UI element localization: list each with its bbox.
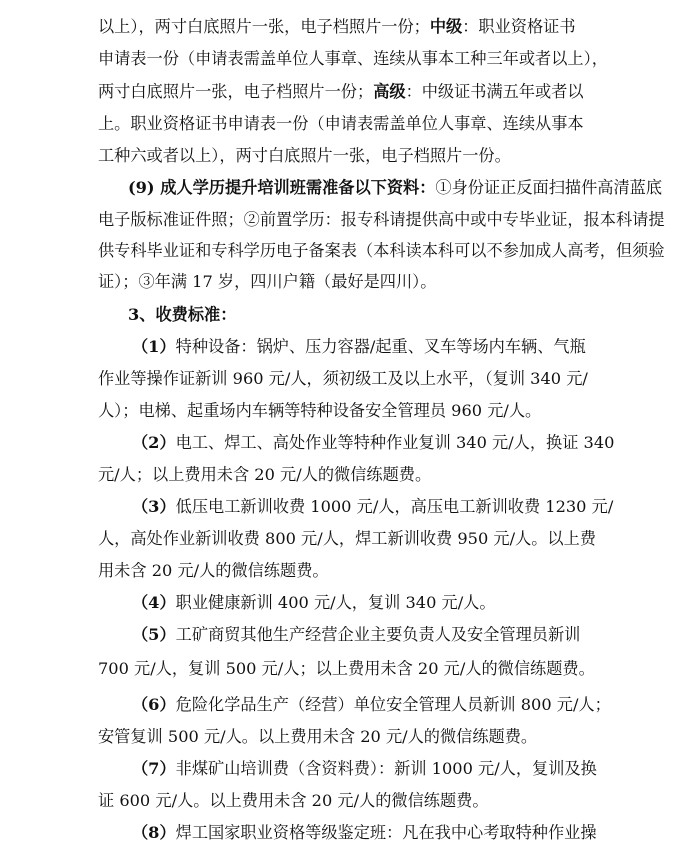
text-line xyxy=(132,336,586,358)
item-number: （5） xyxy=(132,625,176,644)
text-span: 证）；③年满 17 岁，四川户籍（最好是四川）。 xyxy=(98,272,437,291)
text-span-bold: 3、收费标准： xyxy=(128,305,237,324)
text-span: 两寸白底照片一张，电子档照片一份； xyxy=(98,82,374,101)
item-number: （8） xyxy=(132,823,176,842)
text-span: 工种六或者以上），两寸白底照片一张，电子档照片一份。 xyxy=(98,146,511,165)
text-line xyxy=(98,726,537,748)
text-span: ：中级证书满五年或者以 xyxy=(405,82,584,101)
text-line xyxy=(98,790,489,812)
text-span: 证 600 元/人。以上费用未含 20 元/人的微信练题费。 xyxy=(98,791,489,810)
text-span: 供专科毕业证和专科学历电子备案表（本科读本科可以不参加成人高考，但须验 xyxy=(98,241,665,260)
text-span: 上。职业资格证书申请表一份（申请表需盖单位人事章、连续从事本 xyxy=(98,114,584,133)
text-span: 作业等操作证新训 960 元/人，须初级工及以上水平，（复训 340 元/ xyxy=(98,369,588,388)
text-line xyxy=(132,694,611,716)
text-line xyxy=(98,368,588,390)
text-line xyxy=(98,464,431,486)
text-span: 700 元/人，复训 500 元/人；以上费用未含 20 元/人的微信练题费。 xyxy=(98,659,595,678)
item-number: （3） xyxy=(132,497,176,516)
text-span: 申请表一份（申请表需盖单位人事章、连续从事本工种三年或者以上）， xyxy=(98,49,608,68)
text-span: 安管复训 500 元/人。以上费用未含 20 元/人的微信练题费。 xyxy=(98,727,538,746)
text-span: 职业健康新训 400 元/人，复训 340 元/人。 xyxy=(175,593,496,612)
text-line xyxy=(128,177,662,199)
text-line xyxy=(98,48,608,70)
text-line xyxy=(98,400,541,422)
text-span: 危险化学品生产（经营）单位安全管理人员新训 800 元/人； xyxy=(175,695,611,714)
text-line xyxy=(98,209,665,231)
text-line xyxy=(98,145,511,167)
text-line xyxy=(98,271,436,293)
text-span-bold: (9) 成人学历提升培训班需准备以下资料： xyxy=(128,178,436,197)
text-span: 元/人；以上费用未含 20 元/人的微信练题费。 xyxy=(98,465,432,484)
item-number: （1） xyxy=(132,337,176,356)
text-line xyxy=(132,496,613,518)
text-line xyxy=(98,81,584,103)
text-span: 人，高处作业新训收费 800 元/人，焊工新训收费 950 元/人。以上费 xyxy=(98,529,596,548)
text-line xyxy=(132,432,614,454)
text-line xyxy=(98,658,595,680)
text-span: 非煤矿山培训费（含资料费）：新训 1000 元/人，复训及换 xyxy=(175,759,597,778)
text-span-bold: 高级 xyxy=(373,82,406,101)
text-line xyxy=(132,624,580,646)
text-line xyxy=(98,113,584,135)
text-line xyxy=(98,16,576,38)
text-span: 人）；电梯、起重场内车辆等特种设备安全管理员 960 元/人。 xyxy=(98,401,542,420)
text-span: 工矿商贸其他生产经营企业主要负责人及安全管理员新训 xyxy=(175,625,581,644)
text-line xyxy=(132,822,597,844)
text-span: 焊工国家职业资格等级鉴定班：凡在我中心考取特种作业操 xyxy=(175,823,597,842)
text-span: 电子版标准证件照；②前置学历：报专科请提供高中或中专毕业证，报本科请提 xyxy=(98,210,665,229)
item-number: （6） xyxy=(132,695,176,714)
text-span: ：职业资格证书 xyxy=(462,17,576,36)
text-line xyxy=(132,758,597,780)
text-line xyxy=(98,528,596,550)
text-span: 低压电工新训收费 1000 元/人，高压电工新训收费 1230 元/ xyxy=(175,497,614,516)
section-heading xyxy=(128,304,236,326)
text-span: 特种设备：锅炉、压力容器/起重、叉车等场内车辆、气瓶 xyxy=(175,337,586,356)
item-number: （7） xyxy=(132,759,176,778)
text-line xyxy=(98,560,329,582)
text-span: ①身份证正反面扫描件高清蓝底 xyxy=(435,178,663,197)
text-span-bold: 中级 xyxy=(429,17,463,36)
text-line xyxy=(132,592,496,614)
item-number: （4） xyxy=(132,593,176,612)
text-line xyxy=(98,240,665,262)
text-span: 以上），两寸白底照片一张，电子档照片一份； xyxy=(98,17,430,36)
text-span: 用未含 20 元/人的微信练题费。 xyxy=(98,561,329,580)
text-span: 电工、焊工、高处作业等特种作业复训 340 元/人，换证 340 xyxy=(175,433,615,452)
item-number: （2） xyxy=(132,433,176,452)
